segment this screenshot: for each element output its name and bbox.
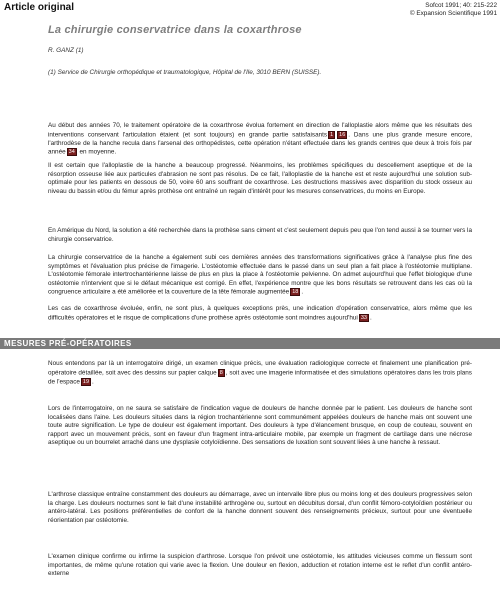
reference-link[interactable]: 19 [82,378,90,385]
reference-link[interactable]: 34 [68,149,75,156]
journal-copyright-line: © Expansion Scientifique 1991 [409,10,497,17]
paragraph-text: Au début des années 70, le traitement opératoire de la coxarthrose évolua fortement en direction de l'alloplastie alors même que les résultats des interventions conservant l'articulation étaient (et sont toujours) en grande partie satisfaisants [48,122,472,139]
reference-link[interactable]: 18 [292,289,299,296]
paragraph-text: Nous entendons par là un interrogatoire dirigé, un examen clinique précis, une évaluation radiologique correcte et finalement une planification pré-opératoire détaillée, soit avec des dessins sur papier calque [48,360,472,377]
paragraph-text: Il est certain que l'alloplastie de la hanche a beaucoup progressé. Néanmoins, les problèmes spécifiques du descellement aseptique et de la résorption osseuse liée aux particules d'abrasion ne sont pas résolus. De ce fait, l'alloplastie de la hanche est et reste aujourd'hui une solution sub-optimale pour les patients en dessous de 50, voire 60 ans souffrant de coxarthrose. Les destructions massives avec disparition du stock osseux au niveau du bassin et/ou du fémur après prothèse ont entraîné un regain d'intérêt pour les mesures conservatrices, du moins en Europe. [48,162,472,195]
paragraph-clinical-exam [48,553,472,579]
paragraph-text: . Dans une plus grande mesure encore, l'arthrodèse de la hanche recula dans l'arsenal des orthopédistes, cette opération n'étant effectuée dans les grands centres que deux à trois fois par année [48,131,472,157]
journal-citation [410,2,497,18]
article-author: R. GANZ (1) [48,47,84,54]
paragraph-text: Les cas de coxarthrose évoluée, enfin, ne sont plus, à quelques exceptions près, une indication d'opération conservatrice, alors même que les difficultés opératoires et le risque de complications d'une prothèse après ostéotomie sont moindres aujourd'hui [48,305,472,322]
reference-link[interactable]: 1 [330,131,334,138]
paragraph-alloplasty [48,162,472,196]
paragraph-text: En Amérique du Nord, la solution a été recherchée dans la prothèse sans ciment et c'est seulement depuis peu que l'on tend aussi à se tourner vers la chirurgie conservatrice. [48,227,472,243]
article-affiliation: (1) Service de Chirurgie orthopédique et traumatologique, Hôpital de l'Ile, 3010 BERN (SUISSE). [48,69,322,76]
article-type-label: Article original [4,2,75,13]
reference-link[interactable]: 8 [219,369,223,376]
paragraph-interrogation [48,405,472,448]
paragraph-classic-arthrosis [48,491,472,525]
paragraph-north-america [48,227,472,244]
paragraph-text: L'arthrose classique entraîne constamment des douleurs au démarrage, avec un intervalle libre plus ou moins long et des douleurs progressives selon la charge. Les douleurs nocturnes sont le fait d'une instabilité arthrogène ou, surtout en décubitus dorsal, d'un conflit fémoro-cotyloïdien postérieur ou antéro-latéral. Les positions préférentielles de confort de la hanche donnent souvent des renseignements précieux, surtout pour une éventuelle réorientation par ostéotomie. [48,491,472,524]
paragraph-advanced-cases [48,305,472,323]
journal-citation-line: Sofcot 1991; 40: 215-222 [425,2,497,9]
paragraph-text: , soit avec une imagerie informatisée et des simulations opératoires dans les trois plans de l'espace [48,369,472,386]
paragraph-text: La chirurgie conservatrice de la hanche a également subi ces dernières années des transformations significatives grâce à l'analyse plus fine des symptômes et l'évaluation plus précise de l'imagerie. L'ostéotomie effectuée dans le passé dans un seul plan a fait place à l'ostéotomie multiplane. L'ostéotomie fémorale intertrochantérienne laisse de plus en plus la place à l'ostéotomie pelvienne. On admet aujourd'hui que l'effet biologique d'une ostéotomie n'intervient que si le défaut mécanique est corrigé. En effet, l'expérience montre que les bons résultats se retrouvent dans les cas où la congruence articulaire a été améliorée et la couverture de la tête fémorale augmentée [48,254,472,297]
section-heading-preoperative [0,338,500,349]
paragraph-text: . [92,378,94,386]
reference-link[interactable]: 33 [360,314,367,321]
paragraph-text: . [301,289,304,297]
section-heading-text: MESURES PRÉ-OPÉRATOIRES [4,339,132,348]
paragraph-text: en moyenne. [77,149,117,157]
paragraph-text: . [369,314,372,322]
reference-link[interactable]: 16 [339,131,346,138]
paragraph-text: L'examen clinique confirme ou infirme la suspicion d'arthrose. Lorsque l'on prévoit une ostéotomie, les attitudes vicieuses comme un flessum sont importantes, de même qu'une rotation qui varie avec la flexion. Une douleur en flexion, adduction et rotation interne est le reflet d'un conflit antéro-externe [48,553,472,578]
paragraph-text: Lors de l'interrogatoire, on ne saura se satisfaire de l'indication vague de douleurs de hanche donnée par le patient. Les douleurs de hanche sont localisées dans l'aine. Les douleurs situées dans la région trochantérienne sont communément appelées douleurs de hanche mais ont souvent une toute autre signification. Le type de douleur est également important. Des douleurs à type d'élancement brusque, en coup de couteau, souvent en rapport avec un mouvement précis, sont en faveur d'un fragment intra-articulaire mobile, par exemple un fragment de cartilage dans une nécrose aseptique ou un bourrelet arraché dans une dysplasie cotyloïdienne. Des sensations de luxation sont souvent liées à une hanche à ressaut. [48,405,472,447]
article-title: La chirurgie conservatrice dans la coxarthrose [48,24,302,36]
paragraph-preoperative-measures [48,360,472,387]
paragraph-intro [48,122,472,158]
paragraph-conservative-surgery [48,254,472,298]
